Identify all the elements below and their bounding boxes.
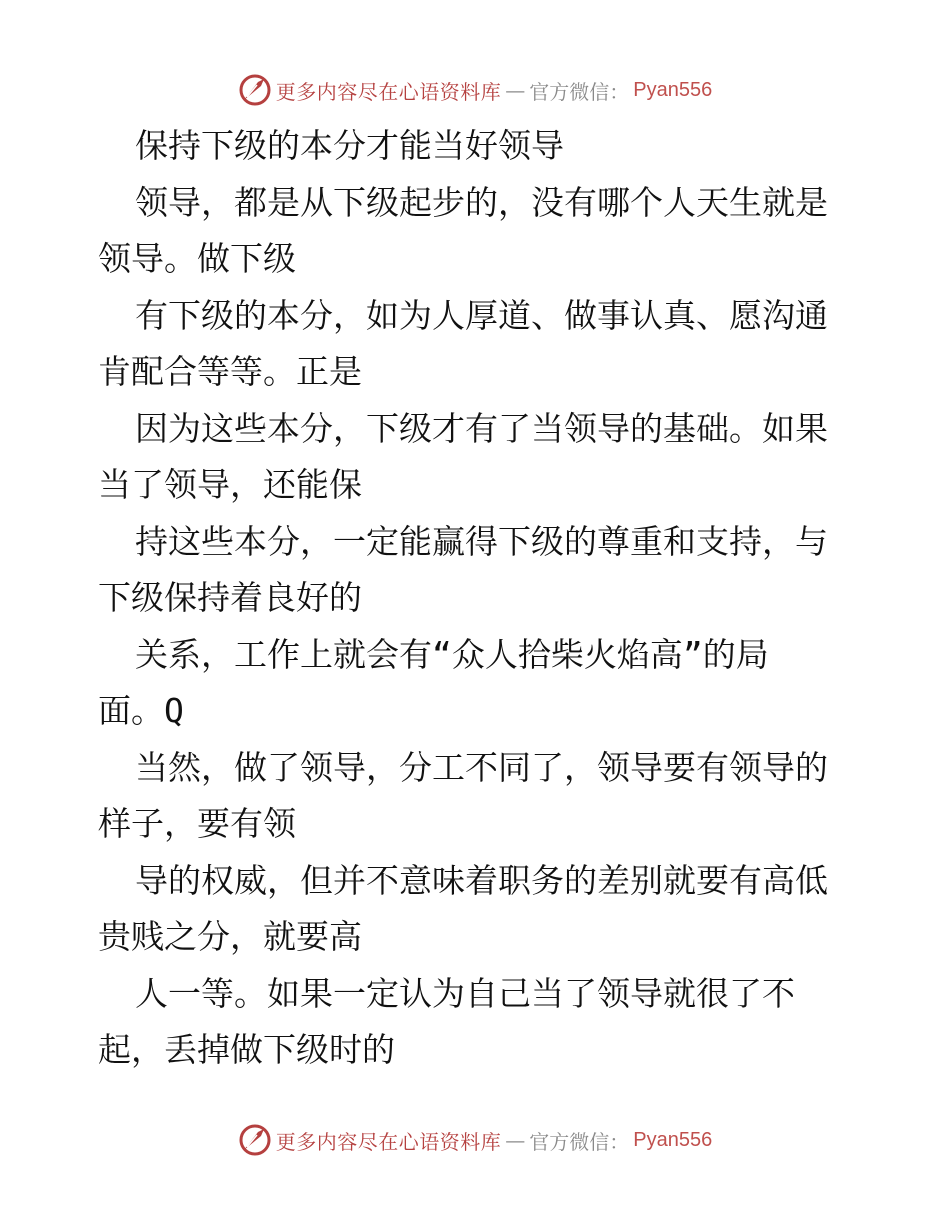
banner-wechat-id: Pyan556 — [633, 78, 713, 101]
text-line: 贵贱之分，就要高 — [98, 917, 362, 956]
quill-logo-icon — [238, 73, 272, 107]
text-line: 有下级的本分，如为人厚道、做事认真、愿沟通 — [135, 295, 828, 335]
banner-separator: — — [505, 78, 526, 102]
banner-wechat-id: Pyan556 — [633, 1128, 713, 1151]
text-line: 关系，工作上就会有“众人拾柴火焰高”的局 — [135, 634, 769, 674]
text-line: 持这些本分，一定能赢得下级的尊重和支持，与 — [135, 521, 828, 561]
banner-brand-text: 更多内容尽在心语资料库 — [275, 79, 502, 104]
document-title: 保持下级的本分才能当好领导 — [135, 126, 564, 165]
text-line: 人一等。如果一定认为自己当了领导就很了不 — [135, 973, 795, 1013]
banner-brand-text: 更多内容尽在心语资料库 — [275, 1129, 502, 1154]
text-line: 领导。做下级 — [98, 239, 296, 278]
header-banner — [0, 70, 950, 110]
text-line: 下级保持着良好的 — [98, 578, 362, 617]
text-line: 领导，都是从下级起步的，没有哪个人天生就是 — [135, 182, 828, 222]
text-line: 样子，要有领 — [98, 804, 296, 843]
text-line: 肯配合等等。正是 — [98, 352, 362, 391]
footer-banner-content — [238, 1123, 712, 1157]
header-banner-content — [238, 73, 712, 107]
banner-wechat-label: 官方微信： — [529, 1129, 630, 1154]
document-body — [98, 118, 858, 1079]
text-line: 导的权威，但并不意味着职务的差别就要有高低 — [135, 860, 828, 900]
banner-wechat-label: 官方微信： — [529, 79, 630, 104]
text-line: 起，丢掉做下级时的 — [98, 1030, 395, 1069]
footer-banner — [0, 1120, 950, 1160]
banner-separator: — — [505, 1128, 526, 1152]
text-line: 当然，做了领导，分工不同了，领导要有领导的 — [135, 747, 828, 787]
text-line: 当了领导，还能保 — [98, 465, 362, 504]
text-line: 因为这些本分，下级才有了当领导的基础。如果 — [135, 408, 828, 448]
quill-logo-icon — [238, 1123, 272, 1157]
text-line: 面。Q — [98, 691, 184, 730]
